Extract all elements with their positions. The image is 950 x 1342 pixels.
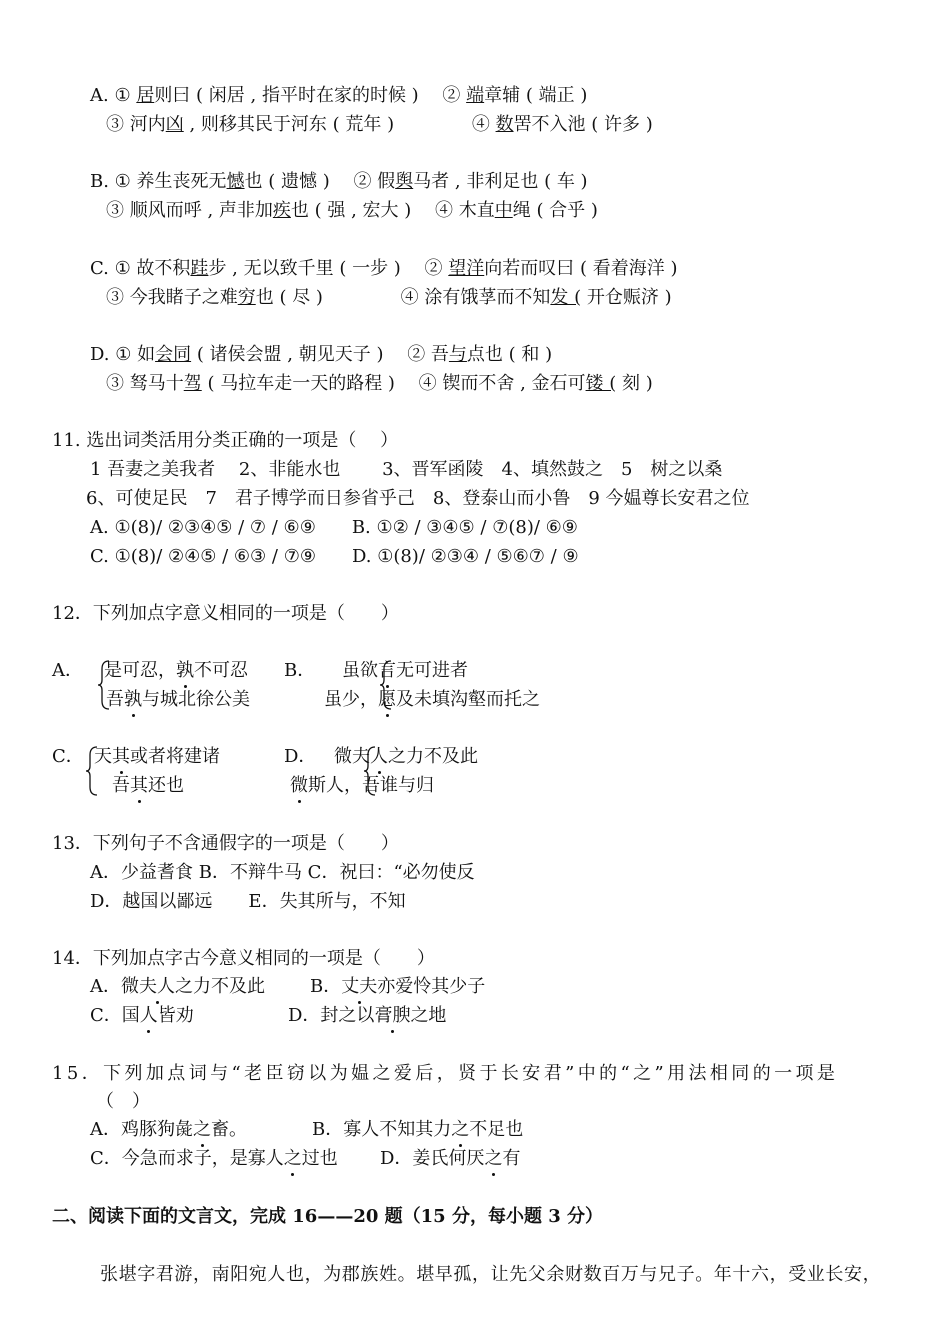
q11-items-line1: 1 吾妻之美我者 2、非能水也 3、晋军函陵 4、填然鼓之 5 树之以桑 [90,459,723,480]
q12-option-d-sentence2: 微斯人，吾谁与归 [290,775,434,796]
q12-option-a-sentence1: 是可忍，孰不可忍 [104,660,248,681]
q12-option-a-label: A． [52,660,83,681]
q11-options-cd: C. ①(8)/ ②④⑤ / ⑥③ / ⑦⑨ D. ①(8)/ ②③④ / ⑤⑥⑦ / ⑨ [90,546,579,567]
section-2-heading: 二、阅读下面的文言文，完成 16——20 题（15 分，每小题 3 分） [52,1206,604,1227]
q12-option-c-sentence2: 吾其还也 [112,775,184,796]
q15-option-d: D．姜氏何厌之有 [380,1148,521,1169]
q15-option-b: B．寡人不知其力之不足也 [312,1119,524,1140]
q13-options-line1: A．少益耆食 B．不辩牛马 C．祝曰：“必勿使反 [90,862,475,883]
q12-option-d-sentence1: 微夫人之力不及此 [334,746,478,767]
q11-stem: 11. 选出词类活用分类正确的一项是（ ） [52,430,399,451]
q10-option-c-line2: ③ 今我睹子之难穷也 ( 尽 ) ④ 涂有饿莩而不知发 ( 开仓赈济 ) [106,287,672,308]
q12-option-c-label: C． [52,746,84,767]
q15-option-a: A．鸡豚狗彘之畜。 [90,1119,247,1140]
q10-option-d-line1: D. ① 如会同 ( 诸侯会盟 , 朝见天子 ) ② 吾与点也 ( 和 ) [90,344,553,365]
q15-stem: 15．下列加点词与“老臣窃以为媪之爱后，贤于长安君”中的“之”用法相同的一项是 [52,1063,839,1084]
q14-stem: 14．下列加点字古今意义相同的一项是（ ） [52,948,435,969]
q15-answer-paren: （ ） [96,1091,150,1112]
q10-option-b-line1: B. ① 养生丧死无憾也 ( 遗憾 ) ② 假舆马者 , 非利足也 ( 车 ) [90,171,588,192]
q14-option-a: A．微夫人之力不及此 [90,976,265,997]
q13-options-line2: D．越国以鄙远 E．失其所与，不知 [90,891,406,912]
q12-option-b-label: B． [284,660,316,681]
q15-option-c: C．今急而求子，是寡人之过也 [90,1148,338,1169]
q14-option-c: C．国人皆劝 [90,1005,194,1026]
q12-option-b-sentence1: 虽欲言无可进者 [342,660,468,681]
q12-option-a-sentence2: 吾孰与城北徐公美 [106,689,250,710]
q10-option-c-line1: C. ① 故不积跬步 , 无以致千里 ( 一步 ) ② 望洋向若而叹曰 ( 看着海洋 ) [90,258,678,279]
q10-option-d-line2: ③ 驽马十驾 ( 马拉车走一天的路程 ) ④ 锲而不舍 , 金石可镂 ( 刻 ) [106,373,653,394]
q14-option-b: B．丈夫亦爱怜其少子 [310,976,486,997]
passage-paragraph: 张堪字君游，南阳宛人也，为郡族姓。堪早孤，让先父余财数百万与兄子。年十六，受业长安， [100,1264,882,1285]
q12-option-d-label: D． [284,746,317,767]
q10-option-b-line2: ③ 顺风而呼 , 声非加疾也 ( 强 , 宏大 ) ④ 木直中绳 ( 合乎 ) [106,200,598,221]
q12-stem: 12．下列加点字意义相同的一项是（ ） [52,603,399,624]
q11-items-line2: 6、可使足民 7 君子博学而日参省乎己 8、登泰山而小鲁 9 今媪尊长安君之位 [86,488,750,509]
q12-option-b-sentence2: 虽少，愿及未填沟壑而托之 [324,689,540,710]
q10-option-a-line2: ③ 河内凶 , 则移其民于河东 ( 荒年 ) ④ 数罟不入池 ( 许多 ) [106,114,653,135]
q14-option-d: D．封之以膏腴之地 [288,1005,447,1026]
q13-stem: 13．下列句子不含通假字的一项是（ ） [52,833,399,854]
q12-option-c-sentence1: 天其或者将建诸 [94,746,220,767]
q11-options-ab: A. ①(8)/ ②③④⑤ / ⑦ / ⑥⑨ B. ①② / ③④⑤ / ⑦(8)/ ⑥⑨ [90,517,578,538]
q10-option-a-line1: A. ① 居则曰 ( 闲居 , 指平时在家的时候 ) ② 端章辅 ( 端正 ) [90,85,588,106]
